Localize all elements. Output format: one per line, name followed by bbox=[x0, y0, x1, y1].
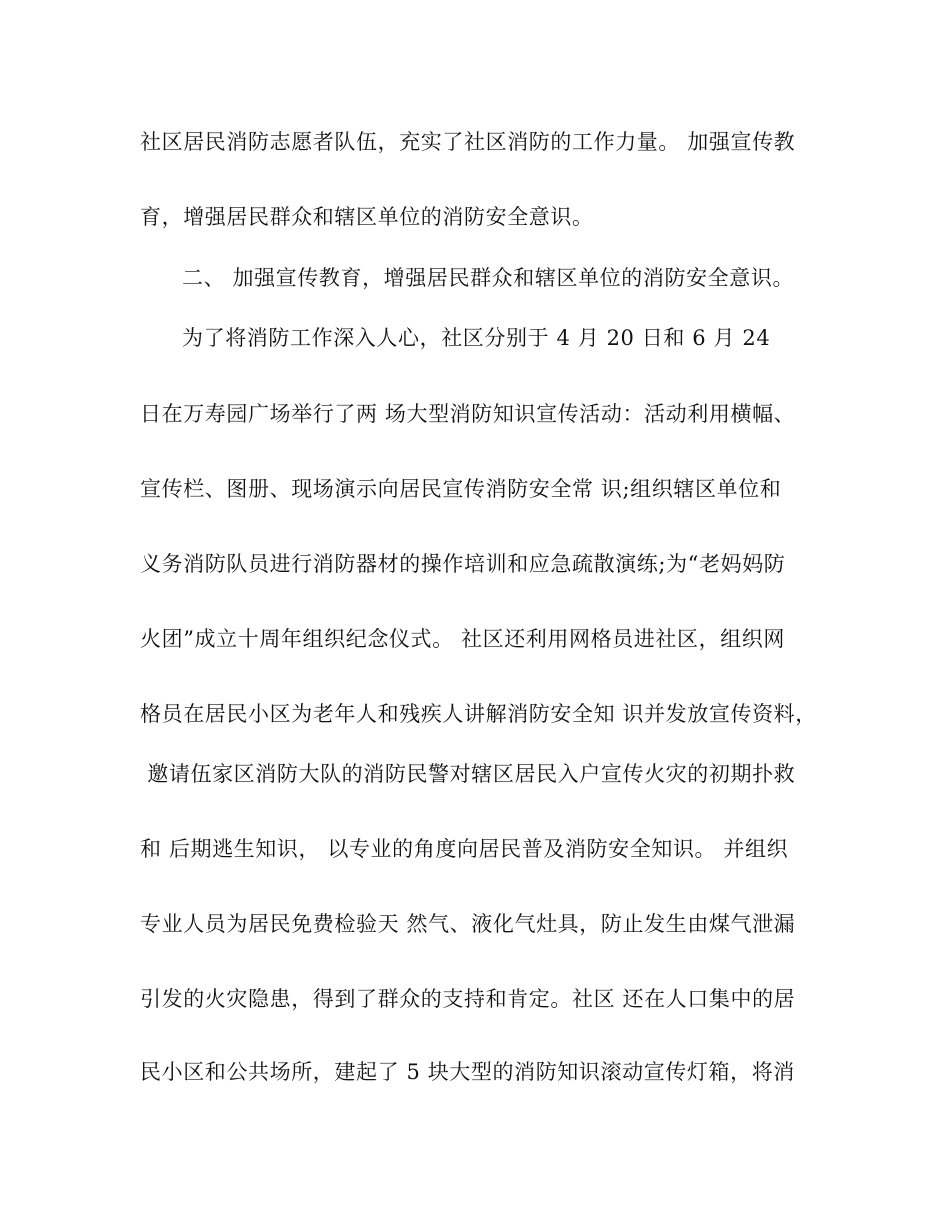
section-heading: 二、 加强宣传教育，增强居民群众和辖区单位的消防安全意识。 bbox=[182, 266, 795, 290]
paragraph-line: 为了将消防工作深入人心，社区分别于 4 月 20 日和 6 月 24 bbox=[182, 326, 771, 350]
paragraph-line: 和 后期逃生知识， 以专业的角度向居民普及消防安全知识。 并组织 bbox=[140, 837, 789, 861]
paragraph-line: 社区居民消防志愿者队伍，充实了社区消防的工作力量。 加强宣传教 bbox=[140, 130, 796, 154]
paragraph-line: 邀请伍家区消防大队的消防民警对辖区居民入户宣传火灾的初期扑救 bbox=[140, 762, 796, 786]
paragraph-line: 引发的火灾隐患，得到了群众的支持和肯定。社区 还在人口集中的居 bbox=[140, 987, 796, 1011]
paragraph-line: 火团”成立十周年组织纪念仪式。 社区还利用网格员进社区，组织网 bbox=[140, 627, 786, 651]
paragraph-line: 义务消防队员进行消防器材的操作培训和应急疏散演练;为“老妈妈防 bbox=[140, 552, 786, 576]
paragraph-line: 育，增强居民群众和辖区单位的消防安全意识。 bbox=[140, 205, 594, 229]
paragraph-line: 格员在居民小区为老年人和残疾人讲解消防安全知 识并发放宣传资料， bbox=[140, 702, 817, 726]
paragraph-line: 专业人员为居民免费检验天 然气、液化气灶具，防止发生由煤气泄漏 bbox=[140, 912, 796, 936]
paragraph-line: 日在万寿园广场举行了两 场大型消防知识宣传活动：活动利用横幅、 bbox=[140, 402, 796, 426]
paragraph-line: 民小区和公共场所，建起了 5 块大型的消防知识滚动宣传灯箱，将消 bbox=[140, 1060, 795, 1084]
paragraph-line: 宣传栏、图册、现场演示向居民宣传消防安全常 识;组织辖区单位和 bbox=[140, 477, 782, 501]
